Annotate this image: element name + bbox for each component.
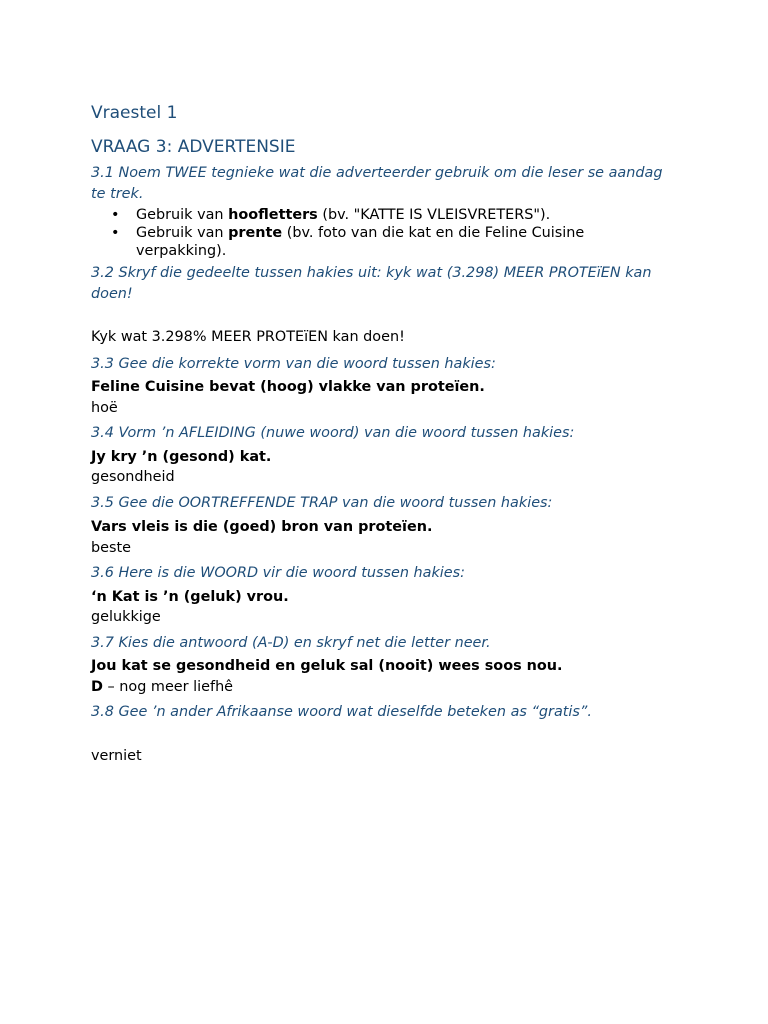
answer-3-8: verniet xyxy=(91,747,142,764)
answer-3-7-text: – nog meer liefhê xyxy=(102,678,234,695)
answer-3-4: gesondheid xyxy=(91,469,175,485)
question-3-1: 3.1 Noem TWEE tegnieke wat die adverteerder gebruik om die leser se aandag te trek. xyxy=(91,165,663,202)
question-3-5: 3.5 Gee die OORTREFFENDE TRAP van die woord tussen hakies: xyxy=(91,494,553,511)
sentence-3-3: Feline Cuisine bevat (hoog) vlakke van proteïen. xyxy=(91,379,485,395)
sentence-3-6: ‘n Kat is ’n (geluk) vrou. xyxy=(91,588,289,605)
bullet-icon: • xyxy=(111,207,120,223)
sentence-3-5: Vars vleis is die (goed) bron van proteïen. xyxy=(91,519,433,535)
answer-3-6: gelukkige xyxy=(91,609,161,625)
answer-3-1-list xyxy=(91,206,671,260)
question-3-2: 3.2 Skryf die gedeelte tussen hakies uit: kyk wat (3.298) MEER PROTEïEN kan doen! xyxy=(91,265,652,302)
section-title: VRAAG 3: ADVERTENSIE xyxy=(91,137,296,157)
answer-3-2: Kyk wat 3.298% MEER PROTEïEN kan doen! xyxy=(91,329,405,345)
document-header: Vraestel 1 xyxy=(91,103,178,123)
question-3-4: 3.4 Vorm ’n AFLEIDING (nuwe woord) van die woord tussen hakies: xyxy=(91,425,575,441)
list-item: • Gebruik van hoofletters (bv. "KATTE IS VLEISVRETERS"). xyxy=(111,207,551,223)
question-3-6: 3.6 Here is die WOORD vir die woord tussen hakies: xyxy=(91,565,465,581)
answer-3-3: hoë xyxy=(91,399,118,416)
answer-3-7-letter: D xyxy=(91,678,103,695)
sentence-3-4: Jy kry ’n (gesond) kat. xyxy=(91,448,272,465)
list-item: • Gebruik van prente (bv. foto van die kat en die Feline Cuisine verpakking). xyxy=(111,225,585,259)
question-3-7: 3.7 Kies die antwoord (A-D) en skryf net die letter neer. xyxy=(91,634,491,651)
question-3-8: 3.8 Gee ’n ander Afrikaanse woord wat dieselfde beteken as “gratis”. xyxy=(91,704,592,720)
question-3-3: 3.3 Gee die korrekte vorm van die woord tussen hakies: xyxy=(91,355,496,372)
answer-3-5: beste xyxy=(91,539,131,556)
sentence-3-7: Jou kat se gesondheid en geluk sal (nooit) wees soos nou. xyxy=(91,658,563,674)
bullet-icon: • xyxy=(111,225,120,241)
answer-3-7 xyxy=(91,677,671,698)
document-content xyxy=(91,102,671,766)
